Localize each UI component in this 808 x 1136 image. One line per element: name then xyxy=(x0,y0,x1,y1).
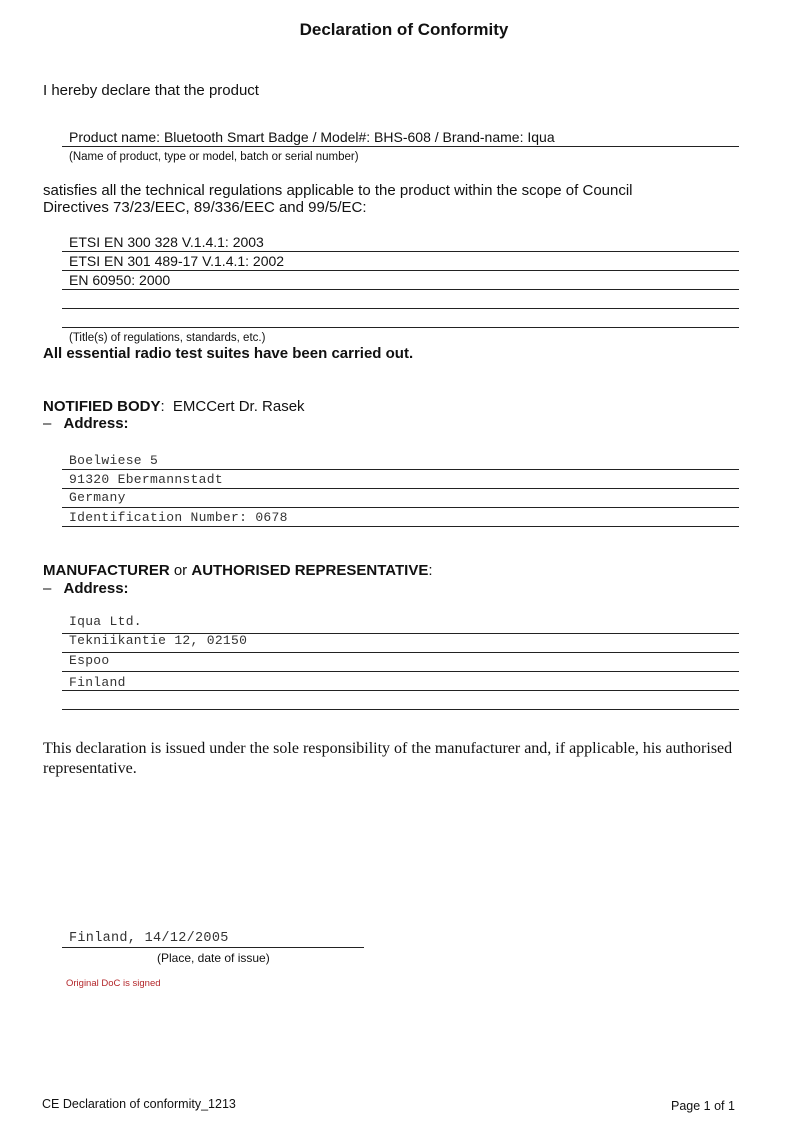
notified-body-heading xyxy=(43,398,305,415)
manufacturer-rule-4 xyxy=(62,690,739,691)
place-date-rule xyxy=(62,947,364,948)
standard-3: EN 60950: 2000 xyxy=(69,272,171,288)
footer-document-name: CE Declaration of conformity_1213 xyxy=(42,1097,236,1111)
document-title: Declaration of Conformity xyxy=(299,20,509,39)
address-dash: – xyxy=(43,580,52,597)
manufacturer-address-line-4: Finland xyxy=(69,675,126,690)
manufacturer-heading xyxy=(43,562,433,579)
manufacturer-label: MANUFACTURER xyxy=(43,562,170,579)
address-label: Address xyxy=(63,580,124,597)
address-label: Address xyxy=(63,415,124,432)
responsibility-line-2: representative. xyxy=(43,760,137,777)
standards-rule-1 xyxy=(62,251,739,252)
notified-address-line-4: Identification Number: 0678 xyxy=(69,510,288,525)
responsibility-line-1: This declaration is issued under the sole responsibility of the manufacturer and, if applicable, his authorised xyxy=(43,740,733,757)
signed-note: Original DoC is signed xyxy=(66,978,161,989)
intro-text: I hereby declare that the product xyxy=(43,82,259,99)
notified-rule-3 xyxy=(62,507,739,508)
product-rule xyxy=(62,146,739,147)
address-colon: : xyxy=(123,415,129,432)
manufacturer-colon: : xyxy=(428,562,433,579)
notified-address-heading xyxy=(43,415,129,432)
notified-body-colon: : xyxy=(160,398,165,415)
footer-page-number: Page 1 of 1 xyxy=(671,1099,735,1113)
address-colon: : xyxy=(123,580,129,597)
manufacturer-address-line-3: Espoo xyxy=(69,653,110,668)
manufacturer-rule-3 xyxy=(62,671,739,672)
standard-2: ETSI EN 301 489-17 V.1.4.1: 2002 xyxy=(69,253,285,269)
standards-rule-5 xyxy=(62,327,739,328)
product-caption: (Name of product, type or model, batch or serial number) xyxy=(69,151,359,163)
product-name-line: Product name: Bluetooth Smart Badge / Model#: BHS-608 / Brand-name: Iqua xyxy=(69,129,555,145)
standards-rule-4 xyxy=(62,308,739,309)
satisfies-line-1: satisfies all the technical regulations applicable to the product within the scope of Council xyxy=(43,182,633,199)
notified-address-line-2: 91320 Ebermannstadt xyxy=(69,472,223,487)
notified-rule-4 xyxy=(62,526,739,527)
notified-body-name: EMCCert Dr. Rasek xyxy=(172,398,305,415)
manufacturer-rule-5 xyxy=(62,709,739,710)
authorised-label: AUTHORISED REPRESENTATIVE xyxy=(191,562,429,579)
standards-rule-2 xyxy=(62,270,739,271)
notified-rule-1 xyxy=(62,469,739,470)
standards-rule-3 xyxy=(62,289,739,290)
satisfies-line-2: Directives 73/23/EEC, 89/336/EEC and 99/5/EC: xyxy=(43,199,367,216)
manufacturer-address-heading xyxy=(43,580,129,597)
standard-1: ETSI EN 300 328 V.1.4.1: 2003 xyxy=(69,234,264,250)
place-date-value: Finland, 14/12/2005 xyxy=(69,931,229,946)
manufacturer-address-line-2: Tekniikantie 12, 02150 xyxy=(69,633,248,648)
or-word: or xyxy=(173,562,188,579)
place-date-caption: (Place, date of issue) xyxy=(157,951,270,965)
notified-body-label: NOTIFIED BODY xyxy=(43,398,161,415)
notified-address-line-1: Boelwiese 5 xyxy=(69,453,159,468)
standards-caption: (Title(s) of regulations, standards, etc.) xyxy=(69,332,266,344)
radio-tests-statement: All essential radio test suites have been carried out. xyxy=(43,345,414,362)
manufacturer-rule-2 xyxy=(62,652,739,653)
notified-rule-2 xyxy=(62,488,739,489)
manufacturer-address-line-1: Iqua Ltd. xyxy=(69,614,142,629)
address-dash: – xyxy=(43,415,52,432)
notified-address-line-3: Germany xyxy=(69,490,126,505)
